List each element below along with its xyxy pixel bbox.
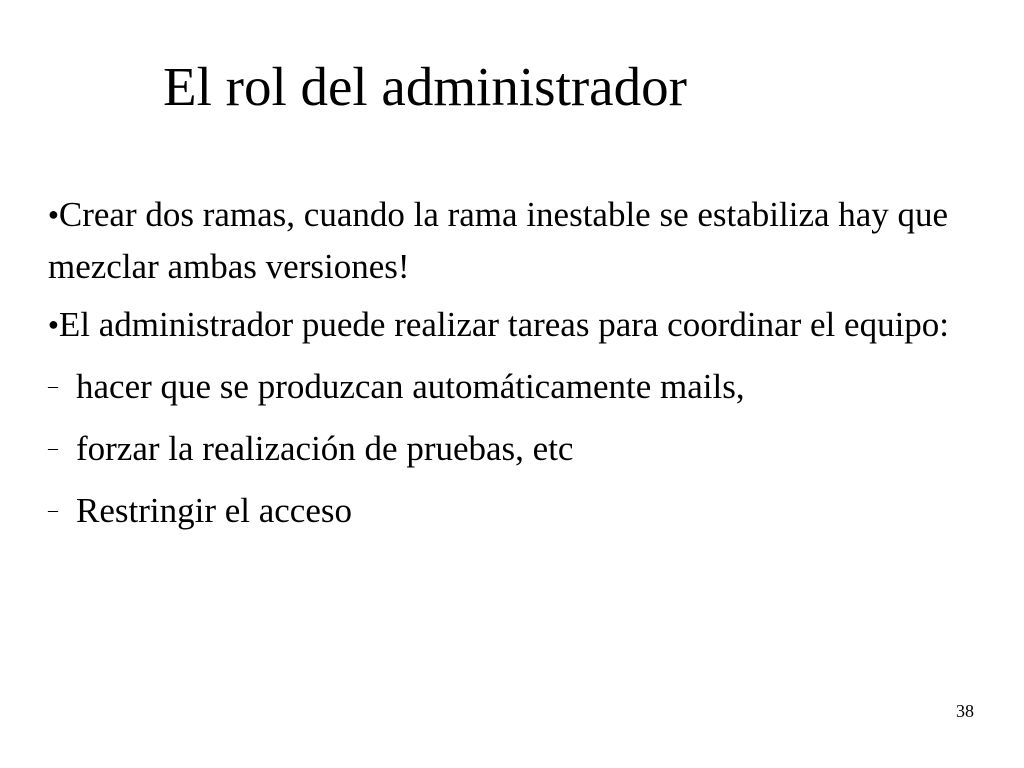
bullet-dot-icon: ● (48, 204, 59, 224)
bullet-dot-icon: ● (48, 314, 59, 334)
sub-bullet-item (48, 360, 978, 413)
slide-title: El rol del administrador (163, 56, 687, 117)
bullet-item (48, 188, 978, 293)
sub-bullet-text: forzar la realización de pruebas, etc (76, 429, 574, 468)
sub-bullet-text: Restringir el acceso (76, 491, 353, 530)
dash-icon: – (48, 499, 58, 521)
slide-content (48, 188, 978, 544)
dash-icon: – (48, 437, 58, 459)
sub-bullet-text: hacer que se produzcan automáticamente mails, (76, 367, 745, 406)
dash-icon: – (48, 375, 58, 397)
sub-bullet-item (48, 484, 978, 537)
bullet-item (48, 298, 978, 351)
bullet-text: Crear dos ramas, cuando la rama inestable se estabiliza hay que mezclar ambas versiones! (48, 195, 949, 286)
page-number: 38 (956, 701, 974, 721)
bullet-text: El administrador puede realizar tareas para coordinar el equipo: (58, 305, 950, 344)
sub-bullet-item (48, 422, 978, 475)
